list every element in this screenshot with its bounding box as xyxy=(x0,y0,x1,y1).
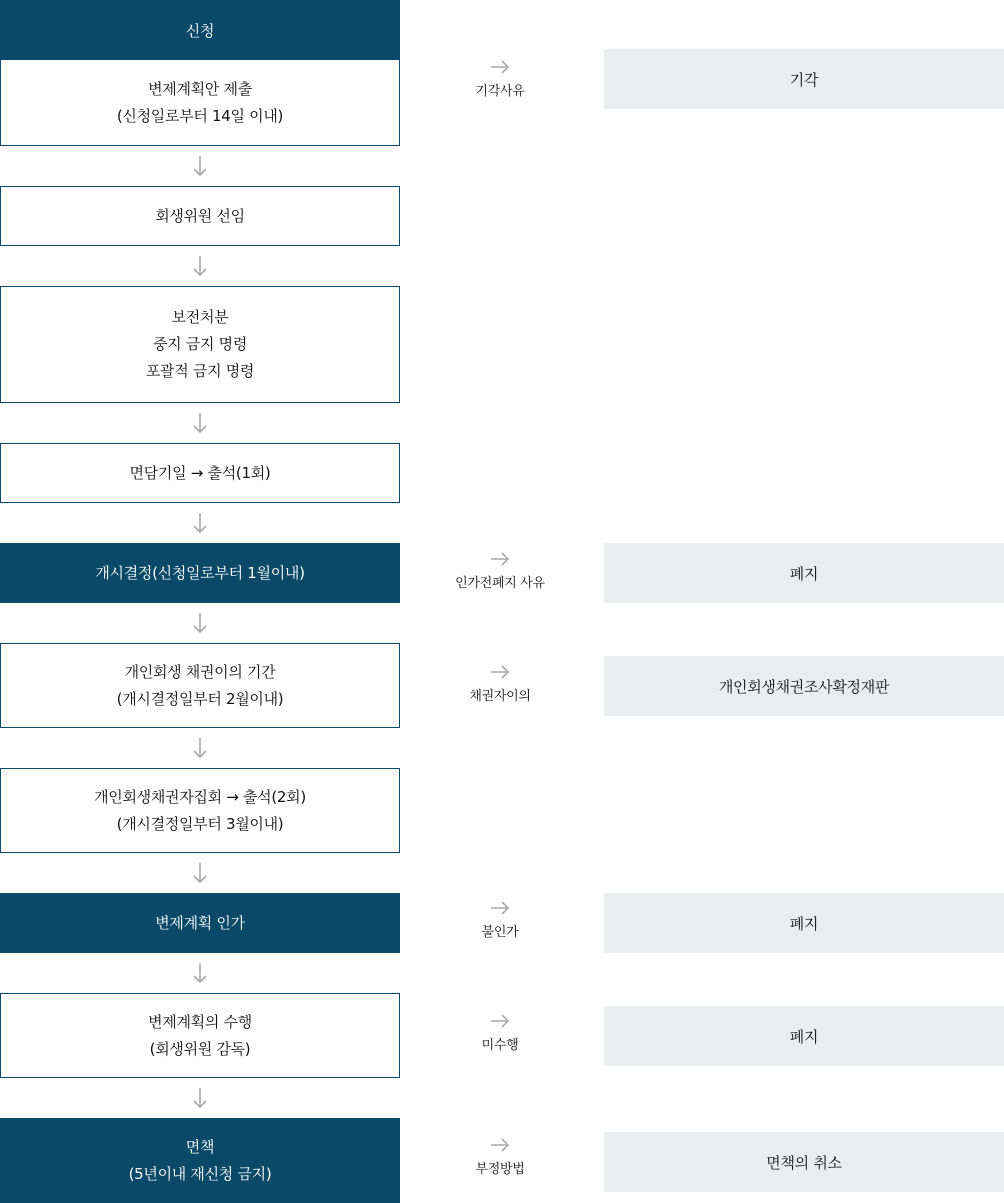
step-appoint-commissioner-label: 회생위원 선임 xyxy=(155,206,245,225)
result-abolition-2-label: 폐지 xyxy=(789,914,819,933)
arrow-down-icon xyxy=(192,512,208,534)
step-submit-plan-line-1: 변제계획안 제출 xyxy=(148,80,252,98)
arrow-down-icon xyxy=(192,1087,208,1109)
result-abolition-3-label: 폐지 xyxy=(789,1027,819,1046)
step-interview-date xyxy=(0,443,400,503)
arrow-down-icon xyxy=(192,962,208,984)
result-abolition-1 xyxy=(604,543,1004,603)
arrow-down-icon xyxy=(192,737,208,759)
step-interview-date-label: 면담기일 → 출석(1회) xyxy=(129,463,271,482)
step-commencement-decision xyxy=(0,543,400,603)
arrow-right-icon xyxy=(490,60,510,74)
step-claim-objection-period xyxy=(0,643,400,728)
step-submit-plan xyxy=(0,60,400,146)
flow-header-application: 신청 xyxy=(0,0,400,60)
step-discharge xyxy=(0,1118,400,1203)
branch-non-approval-label: 불인가 xyxy=(481,925,519,940)
step-preservation-order-line-3: 포괄적 금지 명령 xyxy=(145,362,255,380)
step-plan-approval xyxy=(0,893,400,953)
step-appoint-commissioner xyxy=(0,186,400,246)
step-creditors-meeting xyxy=(0,768,400,853)
branch-creditor-objection xyxy=(420,665,580,704)
branch-creditor-objection-label: 채권자이의 xyxy=(469,689,531,704)
branch-dismissal-reason xyxy=(420,60,580,99)
arrow-down-icon xyxy=(192,862,208,884)
result-abolition-2 xyxy=(604,893,1004,953)
step-claim-objection-period-line-2: (개시결정일부터 2월이내) xyxy=(116,689,284,708)
result-discharge-revocation-label: 면책의 취소 xyxy=(766,1153,842,1172)
result-dismissal xyxy=(604,49,1004,109)
step-preservation-order xyxy=(0,286,400,403)
step-plan-execution-line-1: 변제계획의 수행 xyxy=(148,1012,252,1031)
arrow-right-icon xyxy=(490,665,510,679)
arrow-right-icon xyxy=(490,901,510,915)
arrow-right-icon xyxy=(490,1138,510,1152)
branch-non-approval xyxy=(420,901,580,940)
step-plan-approval-label: 변제계획 인가 xyxy=(155,913,245,932)
result-claim-assessment-trial-label: 개인회생채권조사확정재판 xyxy=(718,677,890,696)
step-plan-execution-line-2: (회생위원 감독) xyxy=(149,1039,251,1058)
branch-fraudulent-means xyxy=(420,1138,580,1177)
step-preservation-order-line-2: 중지 금지 명령 xyxy=(152,335,248,353)
result-dismissal-label: 기각 xyxy=(789,70,819,89)
branch-pre-approval-abolition-reason-label: 인가전폐지 사유 xyxy=(455,576,545,591)
arrow-down-icon xyxy=(192,612,208,634)
branch-pre-approval-abolition-reason xyxy=(420,552,580,591)
step-creditors-meeting-line-1: 개인회생채권자집회 → 출석(2회) xyxy=(94,787,306,806)
result-discharge-revocation xyxy=(604,1132,1004,1192)
arrow-right-icon xyxy=(490,552,510,566)
step-discharge-line-2: (5년이내 재신청 금지) xyxy=(128,1164,272,1183)
step-submit-plan-line-2: (신청일로부터 14일 이내) xyxy=(116,107,284,125)
step-plan-execution xyxy=(0,993,400,1078)
step-preservation-order-line-1: 보전처분 xyxy=(171,308,229,326)
result-abolition-3 xyxy=(604,1006,1004,1066)
arrow-down-icon xyxy=(192,155,208,177)
arrow-right-icon xyxy=(490,1014,510,1028)
branch-fraudulent-means-label: 부정방법 xyxy=(475,1162,525,1177)
step-commencement-decision-label: 개시결정(신청일로부터 1월이내) xyxy=(95,563,305,582)
branch-dismissal-reason-label: 기각사유 xyxy=(475,84,525,99)
branch-non-performance xyxy=(420,1014,580,1053)
step-claim-objection-period-line-1: 개인회생 채권이의 기간 xyxy=(124,662,276,681)
result-abolition-1-label: 폐지 xyxy=(789,564,819,583)
step-discharge-line-1: 면책 xyxy=(185,1137,215,1156)
step-creditors-meeting-line-2: (개시결정일부터 3월이내) xyxy=(116,814,284,833)
arrow-down-icon xyxy=(192,255,208,277)
arrow-down-icon xyxy=(192,412,208,434)
result-claim-assessment-trial xyxy=(604,656,1004,716)
branch-non-performance-label: 미수행 xyxy=(481,1038,519,1053)
